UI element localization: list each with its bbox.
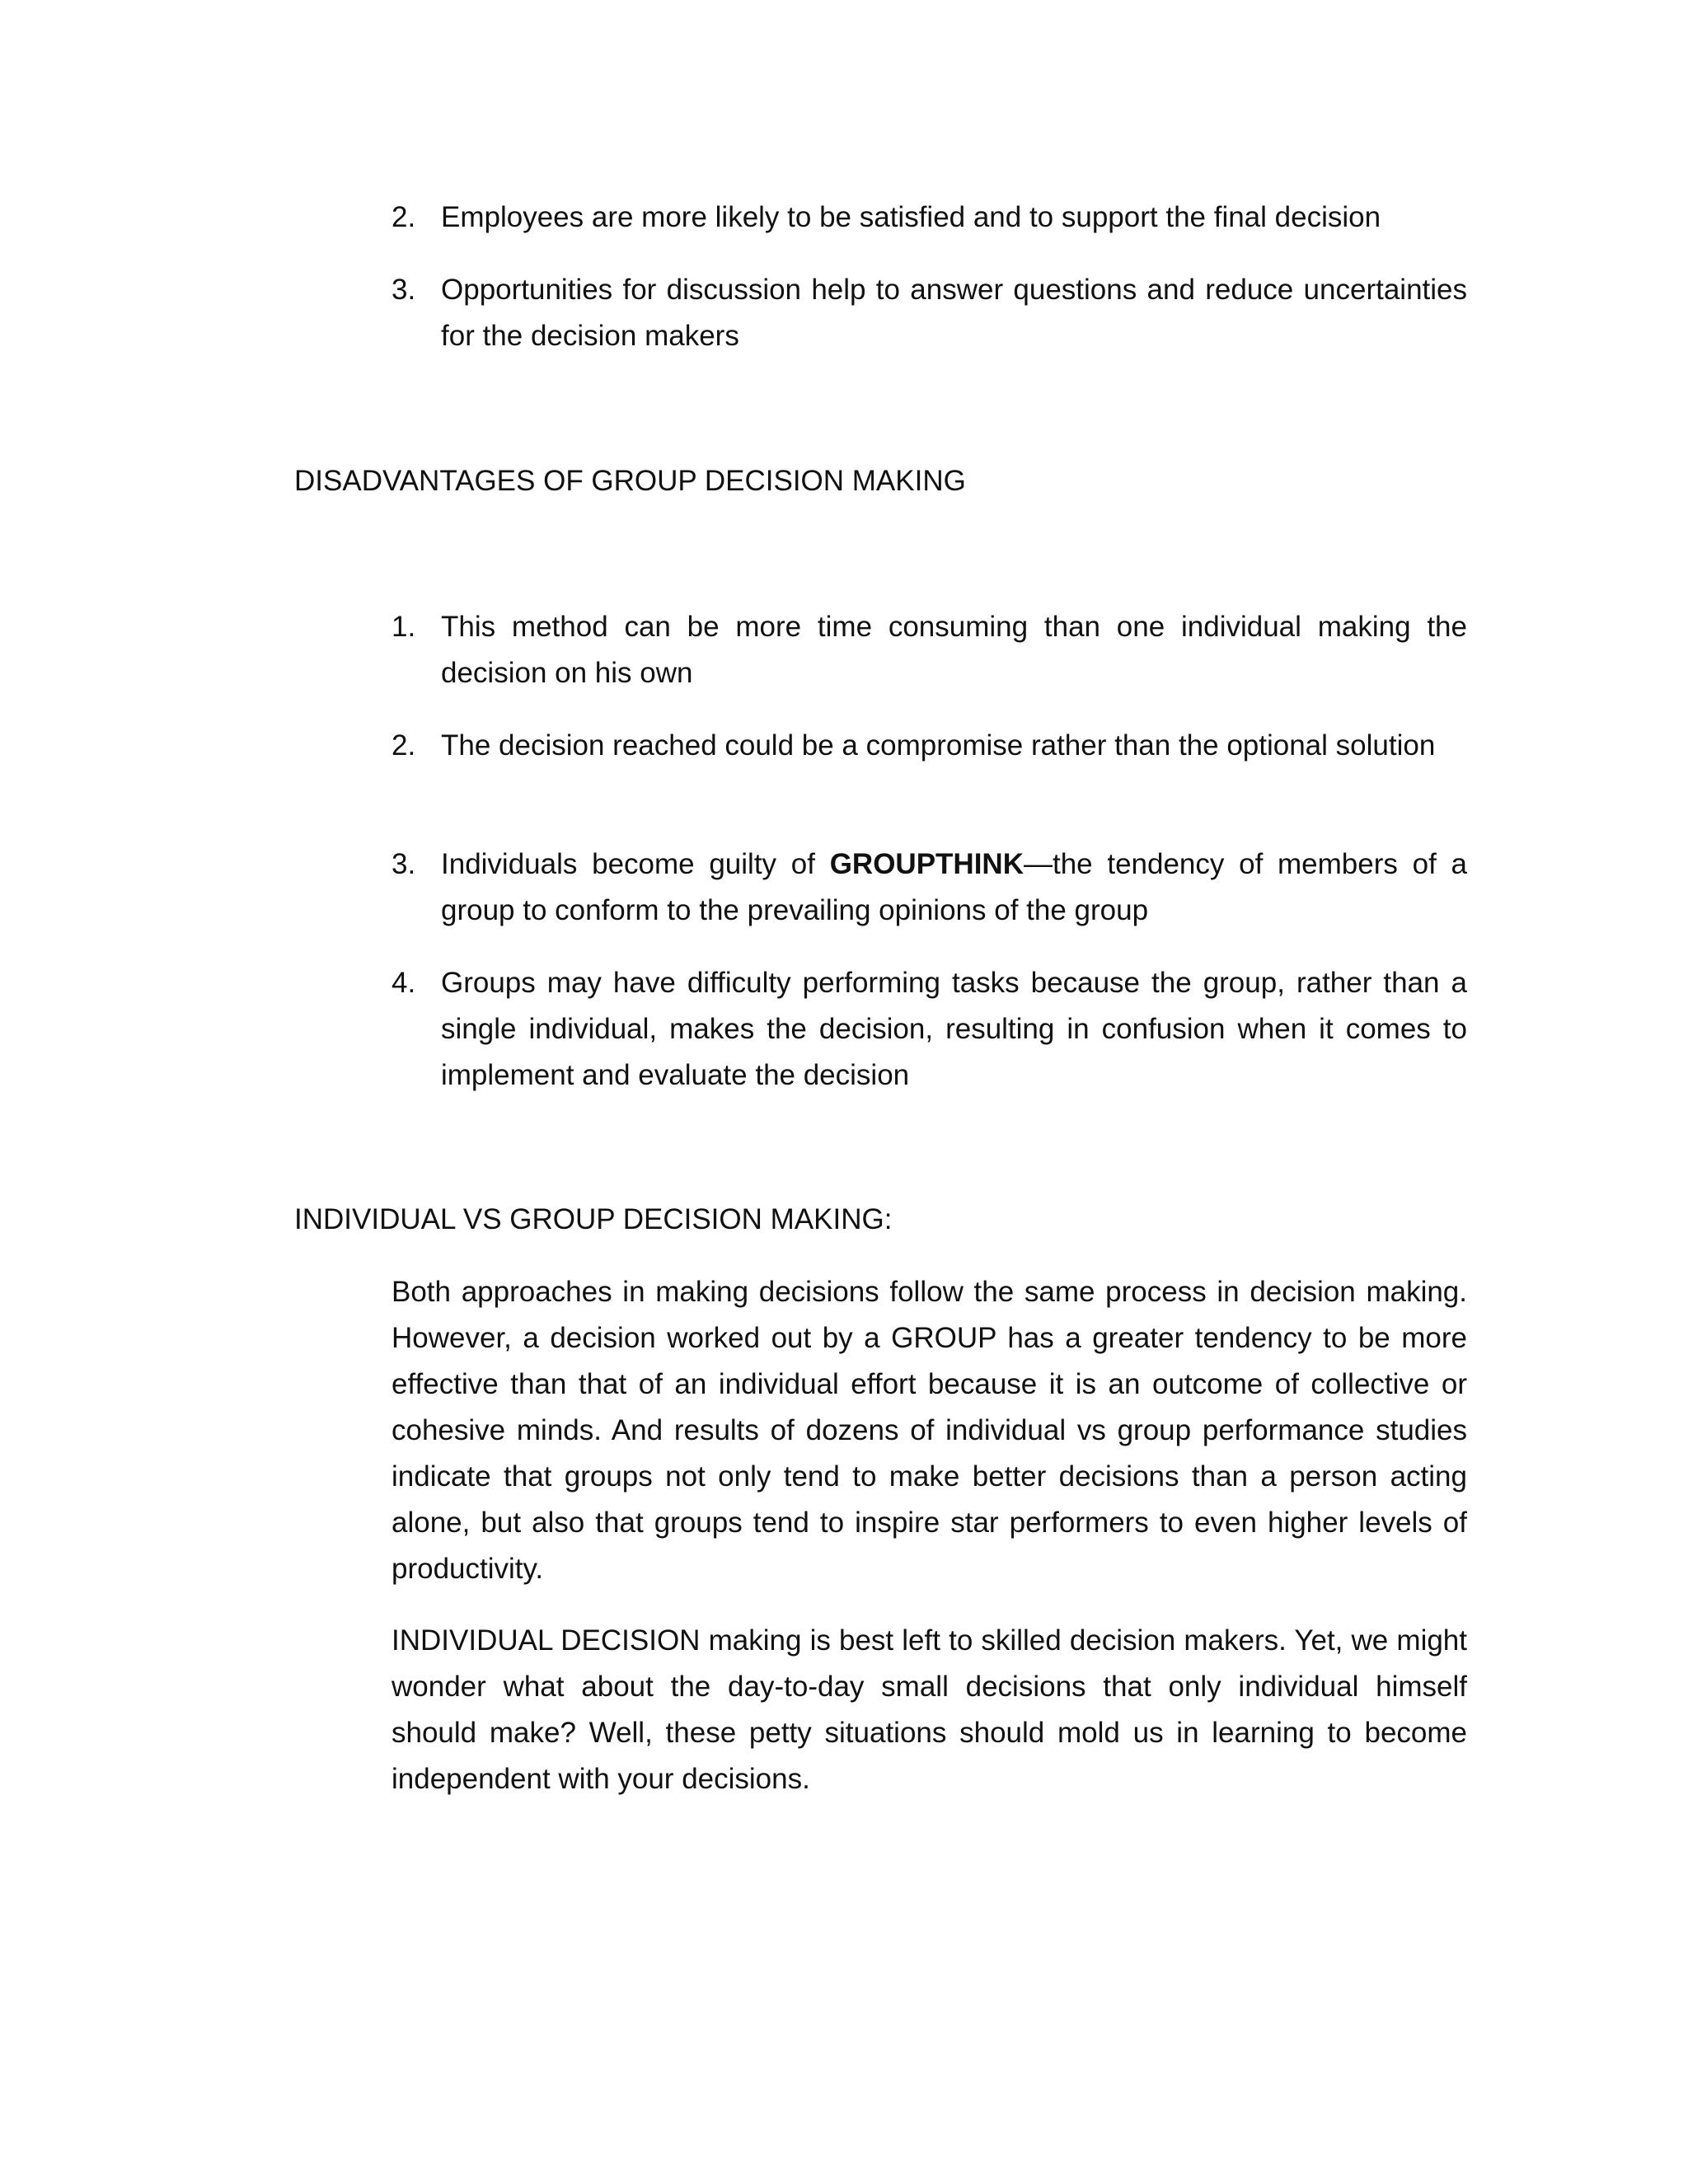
list-number: 3. — [392, 274, 416, 306]
list-item-text — [441, 841, 1467, 934]
paragraph: Both approaches in making decisions follow the same process in decision making. However, a decision worked out by a GROUP has a greater tendency to be more effective than that of an individual effort because it is an outcome of collective or cohesive minds. And results of dozens of individual vs group performance studies indicate that groups not only tend to make better decisions than a person acting alone, but also that groups tend to inspire star performers to even higher levels of productivity. — [392, 1276, 1467, 1585]
list-item-text: This method can be more time consuming than one individual making the decision on his own — [441, 611, 1467, 689]
list-number: 1. — [392, 611, 416, 643]
groupthink-term: GROUPTHINK — [829, 848, 1024, 880]
list-item — [392, 723, 1467, 769]
section-heading-comparison: INDIVIDUAL VS GROUP DECISION MAKING: — [294, 1203, 893, 1235]
paragraph: INDIVIDUAL DECISION making is best left to skilled decision makers. Yet, we might wonder what about the day-to-day small decisions that only individual himself should make? Well, these petty situations should mold us in learning to become independent with your decisions. — [392, 1624, 1467, 1795]
list-item — [392, 841, 1467, 934]
list-item-text: Opportunities for discussion help to answer questions and reduce uncertainties for the decision makers — [441, 274, 1467, 352]
text-segment: Individuals become guilty of — [441, 848, 830, 880]
list-item-text: The decision reached could be a compromise rather than the optional solution — [441, 729, 1436, 762]
list-item — [392, 604, 1467, 696]
text-segment: —the tendency of members of a group to conform to the prevailing opinions of the group — [441, 848, 1467, 926]
list-item-text: Employees are more likely to be satisfied and to support the final decision — [441, 201, 1381, 233]
list-item — [392, 960, 1467, 1099]
list-number: 3. — [392, 848, 416, 880]
list-item — [392, 194, 1467, 241]
list-number: 2. — [392, 201, 416, 233]
list-number: 2. — [392, 729, 416, 762]
list-item-text: Groups may have difficulty performing tasks because the group, rather than a single individual, makes the decision, resulting in confusion when it comes to implement and evaluate the decision — [441, 967, 1467, 1091]
list-item — [392, 267, 1467, 359]
section-heading-disadvantages: DISADVANTAGES OF GROUP DECISION MAKING — [294, 465, 966, 497]
list-number: 4. — [392, 967, 416, 999]
